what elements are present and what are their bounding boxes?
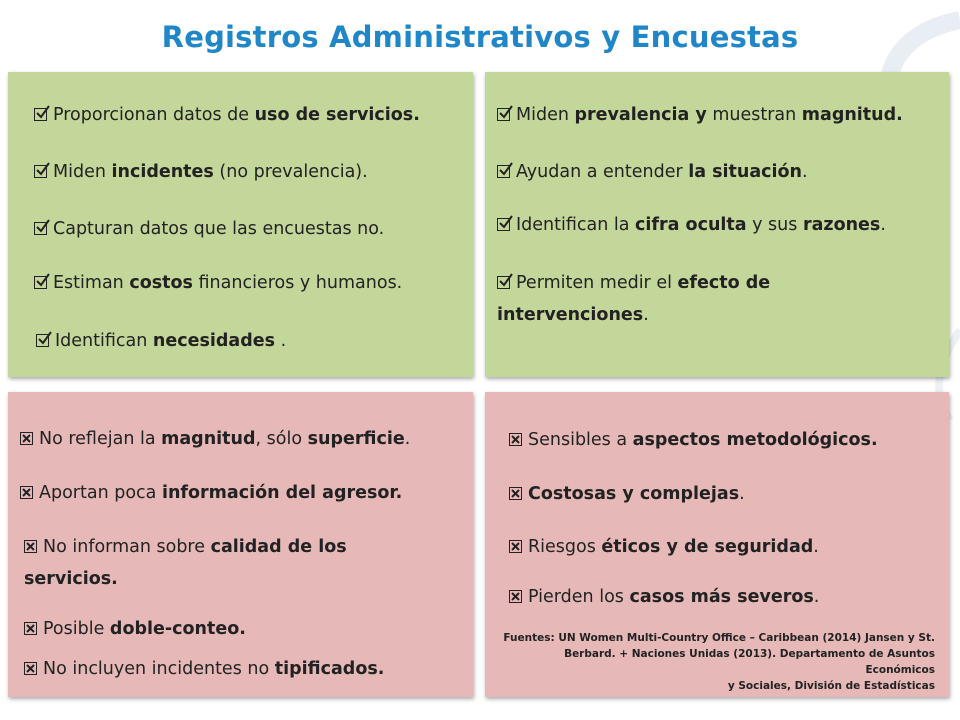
checkbox-cross-icon: [24, 622, 37, 635]
checkbox-checked-icon: [497, 218, 510, 231]
list-item: Sensibles a aspectos metodológicos.: [509, 424, 878, 456]
list-item: Proporcionan datos de uso de servicios.: [34, 99, 420, 131]
checkbox-cross-icon: [20, 486, 33, 499]
list-item: Aportan poca información del agresor.: [20, 477, 402, 509]
checkbox-cross-icon: [509, 540, 522, 553]
checkbox-checked-icon: [34, 108, 47, 121]
checkbox-cross-icon: [509, 590, 522, 603]
list-item: Riesgos éticos y de seguridad.: [509, 531, 819, 563]
checkbox-checked-icon: [497, 276, 510, 289]
panel-surveys-pros: [485, 72, 949, 377]
list-item: Pierden los casos más severos.: [509, 581, 819, 613]
checkbox-checked-icon: [497, 165, 510, 178]
sources-line: Fuentes: UN Women Multi-Country Office – Caribbean (2014) Jansen y St.: [503, 632, 935, 644]
list-item: No informan sobre calidad de los servicios.: [24, 537, 347, 589]
checkbox-checked-icon: [36, 334, 49, 347]
checkbox-cross-icon: [509, 433, 522, 446]
checkbox-checked-icon: [34, 276, 47, 289]
sources-note: [495, 630, 935, 694]
page-title: Registros Administrativos y Encuestas: [161, 20, 799, 54]
list-item: Capturan datos que las encuestas no.: [34, 213, 384, 245]
list-item: Miden incidentes (no prevalencia).: [34, 156, 368, 188]
checkbox-checked-icon: [34, 222, 47, 235]
checkbox-checked-icon: [497, 108, 510, 121]
panel-admin-pros: [8, 72, 473, 377]
sources-line: Berbard. + Naciones Unidas (2013). Departamento de Asuntos Económicos: [564, 648, 935, 676]
list-item: Ayudan a entender la situación.: [497, 156, 808, 188]
panel-admin-cons: [8, 392, 473, 697]
checkbox-cross-icon: [509, 487, 522, 500]
list-item: Identifican necesidades .: [36, 325, 286, 357]
list-item: Miden prevalencia y muestran magnitud.: [497, 99, 903, 131]
checkbox-cross-icon: [24, 662, 37, 675]
checkbox-checked-icon: [34, 165, 47, 178]
list-item: Posible doble-conteo.: [24, 613, 246, 645]
checkbox-cross-icon: [24, 540, 37, 553]
sources-line: y Sociales, División de Estadísticas: [727, 680, 935, 692]
list-item: Permiten medir el efecto de intervenciones.: [497, 273, 771, 325]
list-item: Costosas y complejas.: [509, 478, 745, 510]
list-item: Identifican la cifra oculta y sus razones.: [497, 209, 886, 241]
list-item: Estiman costos financieros y humanos.: [34, 267, 402, 299]
panel-surveys-cons: [485, 392, 949, 697]
list-item: No incluyen incidentes no tipificados.: [24, 653, 384, 685]
checkbox-cross-icon: [20, 432, 33, 445]
list-item: No reflejan la magnitud, sólo superficie.: [20, 423, 410, 455]
